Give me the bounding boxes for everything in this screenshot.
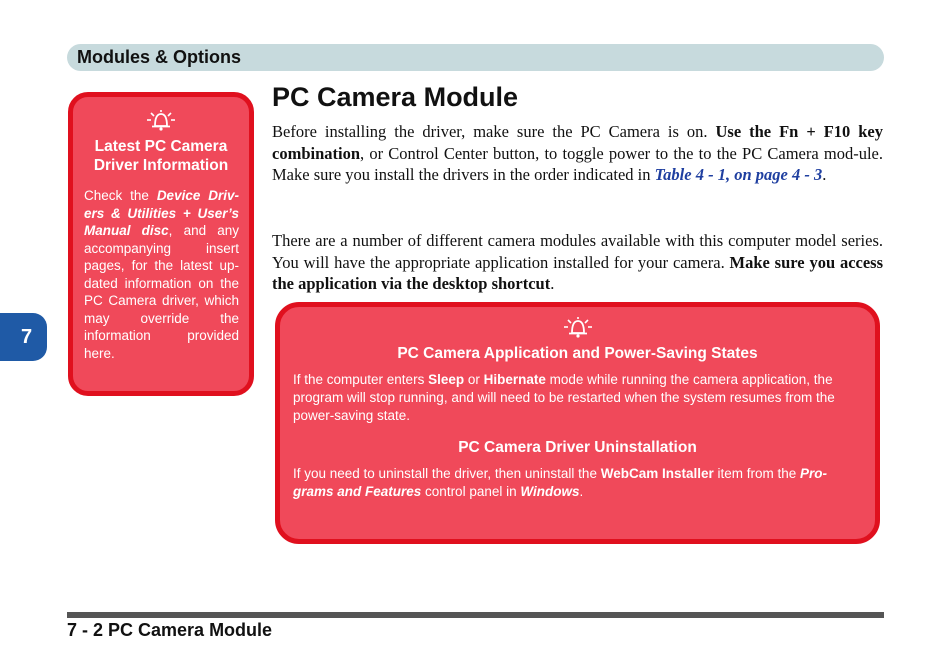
note-heading-uninstall: PC Camera Driver Uninstallation bbox=[458, 439, 697, 456]
note-box bbox=[275, 302, 880, 544]
side-note-title: Latest PC Camera Driver Information bbox=[93, 138, 229, 174]
disc-name: Device Driv-ers & Utilities + User’s Manual disc bbox=[84, 188, 239, 238]
table-reference-link[interactable]: Table 4 - 1, on page 4 - 3 bbox=[654, 165, 823, 184]
footer-rule bbox=[67, 612, 884, 618]
page-title: PC Camera Module bbox=[272, 82, 519, 112]
side-note-body: Check the Device Driv-ers & Utilities + User’s Manual disc, and any accompanying insert pages, for the latest up-dated information on the PC Camera driver, which may override the information provided here. bbox=[84, 188, 239, 361]
modules-paragraph: There are a number of different camera modules available with this computer model series. You will have the appropriate application installed for your camera. Make sure you access the application via the desktop shortcut. bbox=[272, 231, 884, 293]
note-text-power-saving: If the computer enters Sleep or Hibernate mode while running the camera application, the program will stop running, and will need to be restarted when the system resumes from the power-saving state. bbox=[293, 372, 835, 423]
note-bell-icon bbox=[561, 316, 595, 340]
key-combination: Use the Fn + F10 key combination bbox=[272, 122, 883, 163]
header-bar bbox=[67, 44, 884, 71]
header-title: Modules & Options bbox=[77, 47, 241, 67]
footer-page-label: 7 - 2 PC Camera Module bbox=[67, 620, 273, 640]
note-heading-power-saving: PC Camera Application and Power-Saving States bbox=[397, 345, 758, 362]
side-note-box bbox=[68, 92, 254, 396]
shortcut-instruction: Make sure you access the application via the desktop shortcut bbox=[272, 252, 884, 293]
intro-paragraph: Before installing the driver, make sure the PC Camera is on. Use the Fn + F10 key combination, or Control Center button, to toggle power to the to the PC Camera mod-ule. Make sure you install the drivers in the order indicated in Table 4 - 1, on page 4 - 3. bbox=[272, 122, 883, 184]
chapter-tab[interactable] bbox=[0, 313, 47, 361]
note-text-uninstall: If you need to uninstall the driver, then uninstall the WebCam Installer item from the Pro-grams and Features control panel in Windows. bbox=[293, 466, 828, 499]
note-bell-icon bbox=[144, 109, 178, 133]
chapter-number: 7 bbox=[20, 325, 33, 348]
